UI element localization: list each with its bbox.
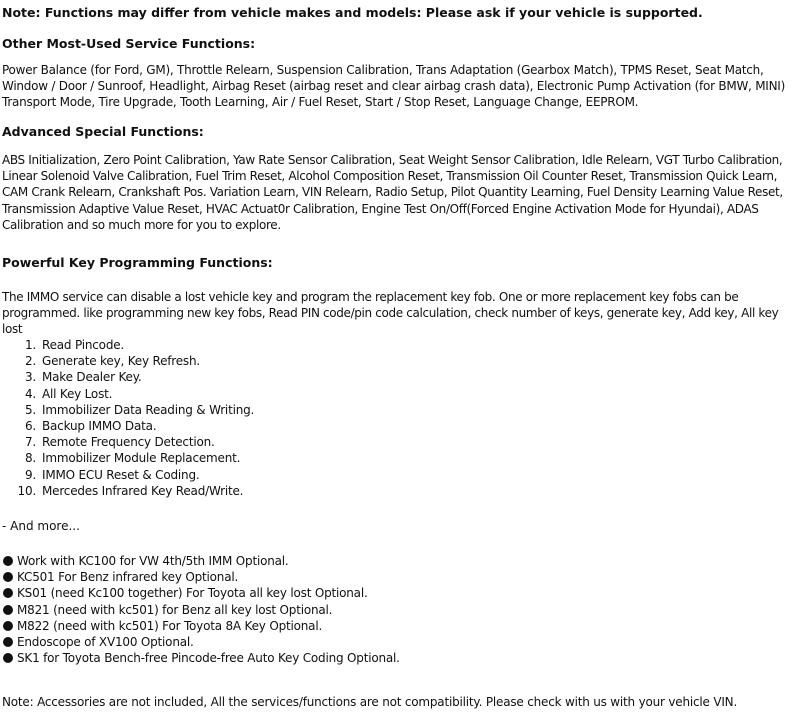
list-item	[2, 353, 254, 369]
list-item	[2, 634, 400, 650]
list-item	[2, 337, 254, 353]
key-programming-text: The IMMO service can disable a lost vehicle key and program the replacement key fob. One or more replacement key fobs can be programmed. like programming new key fobs, Read PIN code/pin code calculation, check number of keys, generate key, Add key, All key lost	[2, 290, 779, 337]
list-item	[2, 402, 254, 418]
list-item	[2, 602, 400, 618]
list-number: 1.	[24, 338, 36, 352]
bottom-note: Note: Accessories are not included, All the services/functions are not compatibility. Please check with us with your vehicle VIN.	[2, 695, 738, 709]
list-number: 8.	[24, 451, 36, 466]
list-item	[2, 369, 254, 385]
list-item	[2, 450, 254, 466]
list-label: M822 (need with kc501) For Toyota 8A Key Optional.	[17, 618, 323, 633]
list-number: 2.	[24, 354, 36, 369]
most-used-heading: Other Most-Used Service Functions:	[2, 36, 256, 51]
list-label: Work with KC100 for VW 4th/5th IMM Optional.	[17, 554, 289, 568]
list-label: All Key Lost.	[42, 386, 113, 401]
and-more-text: - And more...	[2, 519, 80, 533]
list-label: IMMO ECU Reset & Coding.	[42, 467, 200, 482]
list-number: 7.	[24, 435, 36, 450]
bullet-icon	[3, 637, 13, 647]
list-label: Backup IMMO Data.	[42, 418, 157, 433]
list-item	[2, 585, 400, 601]
list-item	[2, 569, 400, 585]
list-item	[2, 483, 254, 499]
most-used-text: Power Balance (for Ford, GM), Throttle Relearn, Suspension Calibration, Trans Adaptation (Gearbox Match), TPMS Reset, Seat Match, Window / Door / Sunroof, Headlight, Airbag Reset (airbag reset and clear airbag crash data), Electronic Pump Activation (for BMW, MINI) Transport Mode, Tire Upgrade, Tooth Learning, Air / Fuel Reset, Start / Stop Reset, Language Change, EEPROM.	[2, 63, 786, 110]
list-label: Immobilizer Module Replacement.	[42, 451, 241, 466]
list-label: KS01 (need Kc100 together) For Toyota all key lost Optional.	[17, 586, 368, 601]
key-programming-heading: Powerful Key Programming Functions:	[2, 255, 273, 270]
list-label: Mercedes Infrared Key Read/Write.	[42, 483, 244, 498]
list-item	[2, 618, 400, 634]
list-item	[2, 467, 254, 483]
list-item	[2, 418, 254, 434]
top-note: Note: Functions may differ from vehicle makes and models: Please ask if your vehicle is supported.	[2, 5, 703, 20]
bullet-icon	[3, 588, 13, 598]
list-label: Read Pincode.	[42, 338, 125, 352]
list-number: 10.	[17, 483, 36, 498]
bullet-icon	[3, 572, 13, 582]
key-function-list	[2, 337, 254, 499]
advanced-text: ABS Initialization, Zero Point Calibration, Yaw Rate Sensor Calibration, Seat Weight Sensor Calibration, Idle Relearn, VGT Turbo Calibration, Linear Solenoid Valve Calibration, Fuel Trim Reset, Alcohol Composition Reset, Transmission Oil Counter Reset, Transmission Quick Learn, CAM Crank Relearn, Crankshaft Pos. Variation Learn, VIN Relearn, Radio Setup, Pilot Quantity Learning, Fuel Density Learning Value Reset, Transmission Adaptive Value Reset, HVAC Actuat0r Calibration, Engine Test On/Off(Forced Engine Activation Mode for Hyundai), ADAS Calibration and so much more for you to explore.	[2, 153, 783, 232]
list-label: Generate key, Key Refresh.	[42, 354, 200, 369]
list-label: Immobilizer Data Reading & Writing.	[42, 402, 255, 417]
list-number: 9.	[24, 467, 36, 482]
bullet-icon	[3, 605, 13, 615]
list-number: 3.	[24, 370, 36, 385]
bullet-icon	[3, 653, 13, 663]
list-item	[2, 386, 254, 402]
list-item	[2, 553, 400, 569]
accessory-list	[2, 553, 400, 666]
list-item	[2, 434, 254, 450]
list-number: 5.	[24, 402, 36, 417]
list-label: Endoscope of XV100 Optional.	[17, 634, 194, 649]
bullet-icon	[3, 621, 13, 631]
list-number: 4.	[24, 386, 36, 401]
list-item	[2, 650, 400, 666]
list-label: M821 (need with kc501) for Benz all key lost Optional.	[17, 602, 333, 617]
list-label: KC501 For Benz infrared key Optional.	[17, 570, 239, 585]
advanced-heading: Advanced Special Functions:	[2, 124, 204, 139]
bullet-icon	[3, 556, 13, 566]
list-number: 6.	[24, 418, 36, 433]
list-label: SK1 for Toyota Bench-free Pincode-free Auto Key Coding Optional.	[17, 651, 400, 666]
list-label: Make Dealer Key.	[42, 370, 142, 385]
list-label: Remote Frequency Detection.	[42, 435, 215, 450]
